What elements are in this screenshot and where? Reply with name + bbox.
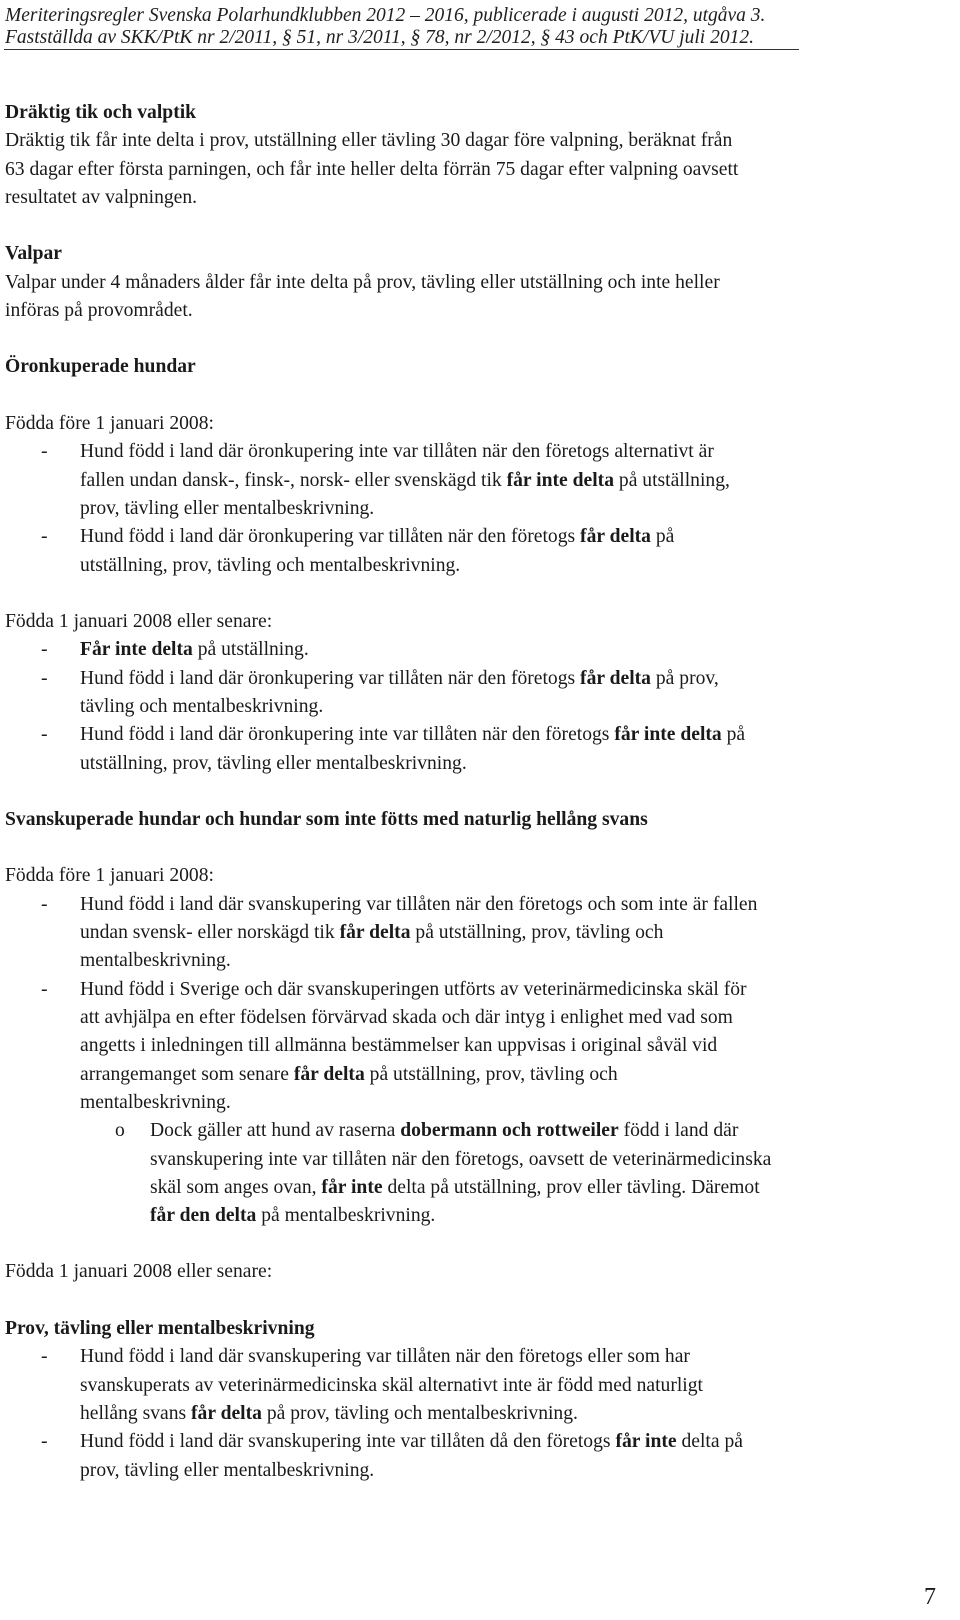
list-dash: -: [41, 441, 48, 462]
list-item-line: Hund född i land där svanskupering var tillåten när den företogs eller som har: [80, 1346, 690, 1367]
list-item-line: arrangemanget som senare får delta på utställning, prov, tävling och: [80, 1064, 618, 1085]
paragraph-line: införas på provområdet.: [5, 300, 193, 321]
subheading: Födda 1 januari 2008 eller senare:: [5, 611, 273, 632]
list-item-line: mentalbeskrivning.: [80, 950, 231, 971]
sub-item-line: svanskupering inte var tillåten när den företogs, oavsett de veterinärmedicinska: [150, 1149, 772, 1170]
subheading-bold: Prov, tävling eller mentalbeskrivning: [5, 1318, 315, 1339]
sub-item-line: Dock gäller att hund av raserna dobermann och rottweiler född i land där: [150, 1120, 739, 1141]
list-dash: -: [41, 979, 48, 1000]
header-line-2: Fastställda av SKK/PtK nr 2/2011, § 51, nr 3/2011, § 78, nr 2/2012, § 43 och PtK/VU juli 2012.: [5, 27, 754, 48]
section-title-valpar: Valpar: [5, 243, 62, 264]
list-item-line: mentalbeskrivning.: [80, 1092, 231, 1113]
list-dash: -: [41, 724, 48, 745]
page-number: 7: [924, 1584, 936, 1610]
list-item-line: svanskuperats av veterinärmedicinska skäl alternativt inte är född med naturligt: [80, 1375, 703, 1396]
list-dash: -: [41, 894, 48, 915]
list-item-line: undan svensk- eller norskägd tik får delta på utställning, prov, tävling och: [80, 922, 664, 943]
header-line-1: Meriteringsregler Svenska Polarhundklubben 2012 – 2016, publicerade i augusti 2012, utgåva 3.: [5, 5, 766, 26]
section-title-svanskuperade: Svanskuperade hundar och hundar som inte fötts med naturlig hellång svans: [5, 809, 648, 830]
list-item-line: angetts i inledningen till allmänna bestämmelser kan uppvisas i original såväl vid: [80, 1035, 718, 1056]
list-item-line: prov, tävling eller mentalbeskrivning.: [80, 1460, 375, 1481]
section-title-oronkuperade: Öronkuperade hundar: [5, 356, 196, 377]
list-item-line: tävling och mentalbeskrivning.: [80, 696, 324, 717]
list-item-line: Hund född i land där öronkupering inte var tillåten när den företogs får inte delta på: [80, 724, 746, 745]
paragraph-line: Valpar under 4 månaders ålder får inte delta på prov, tävling eller utställning och inte heller: [5, 272, 720, 293]
list-item-line: Hund född i Sverige och där svanskuperingen utförts av veterinärmedicinska skäl för: [80, 979, 747, 1000]
subheading: Födda före 1 januari 2008:: [5, 413, 214, 434]
list-item-line: att avhjälpa en efter födelsen förvärvad skada och där intyg i enlighet med vad som: [80, 1007, 733, 1028]
list-item-line: utställning, prov, tävling och mentalbeskrivning.: [80, 555, 461, 576]
list-item-line: Hund född i land där öronkupering var tillåten när den företogs får delta på prov,: [80, 668, 719, 689]
list-dash: -: [41, 526, 48, 547]
list-dash: -: [41, 1431, 48, 1452]
paragraph-line: Dräktig tik får inte delta i prov, utställning eller tävling 30 dagar före valpning, beräknat från: [5, 130, 733, 151]
list-dash: -: [41, 668, 48, 689]
sub-item-line: får den delta på mentalbeskrivning.: [150, 1205, 436, 1226]
list-item-line: Hund född i land där svanskupering var tillåten när den företogs och som inte är fallen: [80, 894, 758, 915]
list-item-line: Får inte delta på utställning.: [80, 639, 309, 660]
list-dash: -: [41, 1346, 48, 1367]
sub-bullet: o: [115, 1120, 125, 1141]
list-item-line: fallen undan dansk-, finsk-, norsk- eller svenskägd tik får inte delta på utställning,: [80, 470, 730, 491]
subheading: Födda före 1 januari 2008:: [5, 865, 214, 886]
sub-item-line: skäl som anges ovan, får inte delta på utställning, prov eller tävling. Däremot: [150, 1177, 760, 1198]
section-title-draktig: Dräktig tik och valptik: [5, 102, 197, 123]
list-item-line: utställning, prov, tävling eller mentalbeskrivning.: [80, 753, 467, 774]
subheading: Födda 1 januari 2008 eller senare:: [5, 1261, 273, 1282]
list-item-line: Hund född i land där öronkupering var tillåten när den företogs får delta på: [80, 526, 675, 547]
paragraph-line: resultatet av valpningen.: [5, 187, 198, 208]
paragraph-line: 63 dagar efter första parningen, och får inte heller delta förrän 75 dagar efter valpning oavsett: [5, 159, 739, 180]
list-item-line: hellång svans får delta på prov, tävling och mentalbeskrivning.: [80, 1403, 578, 1424]
list-item-line: Hund född i land där svanskupering inte var tillåten då den företogs får inte delta på: [80, 1431, 743, 1452]
header-underline: [4, 49, 799, 50]
list-dash: -: [41, 639, 48, 660]
list-item-line: prov, tävling eller mentalbeskrivning.: [80, 498, 375, 519]
list-item-line: Hund född i land där öronkupering inte var tillåten när den företogs alternativt är: [80, 441, 714, 462]
